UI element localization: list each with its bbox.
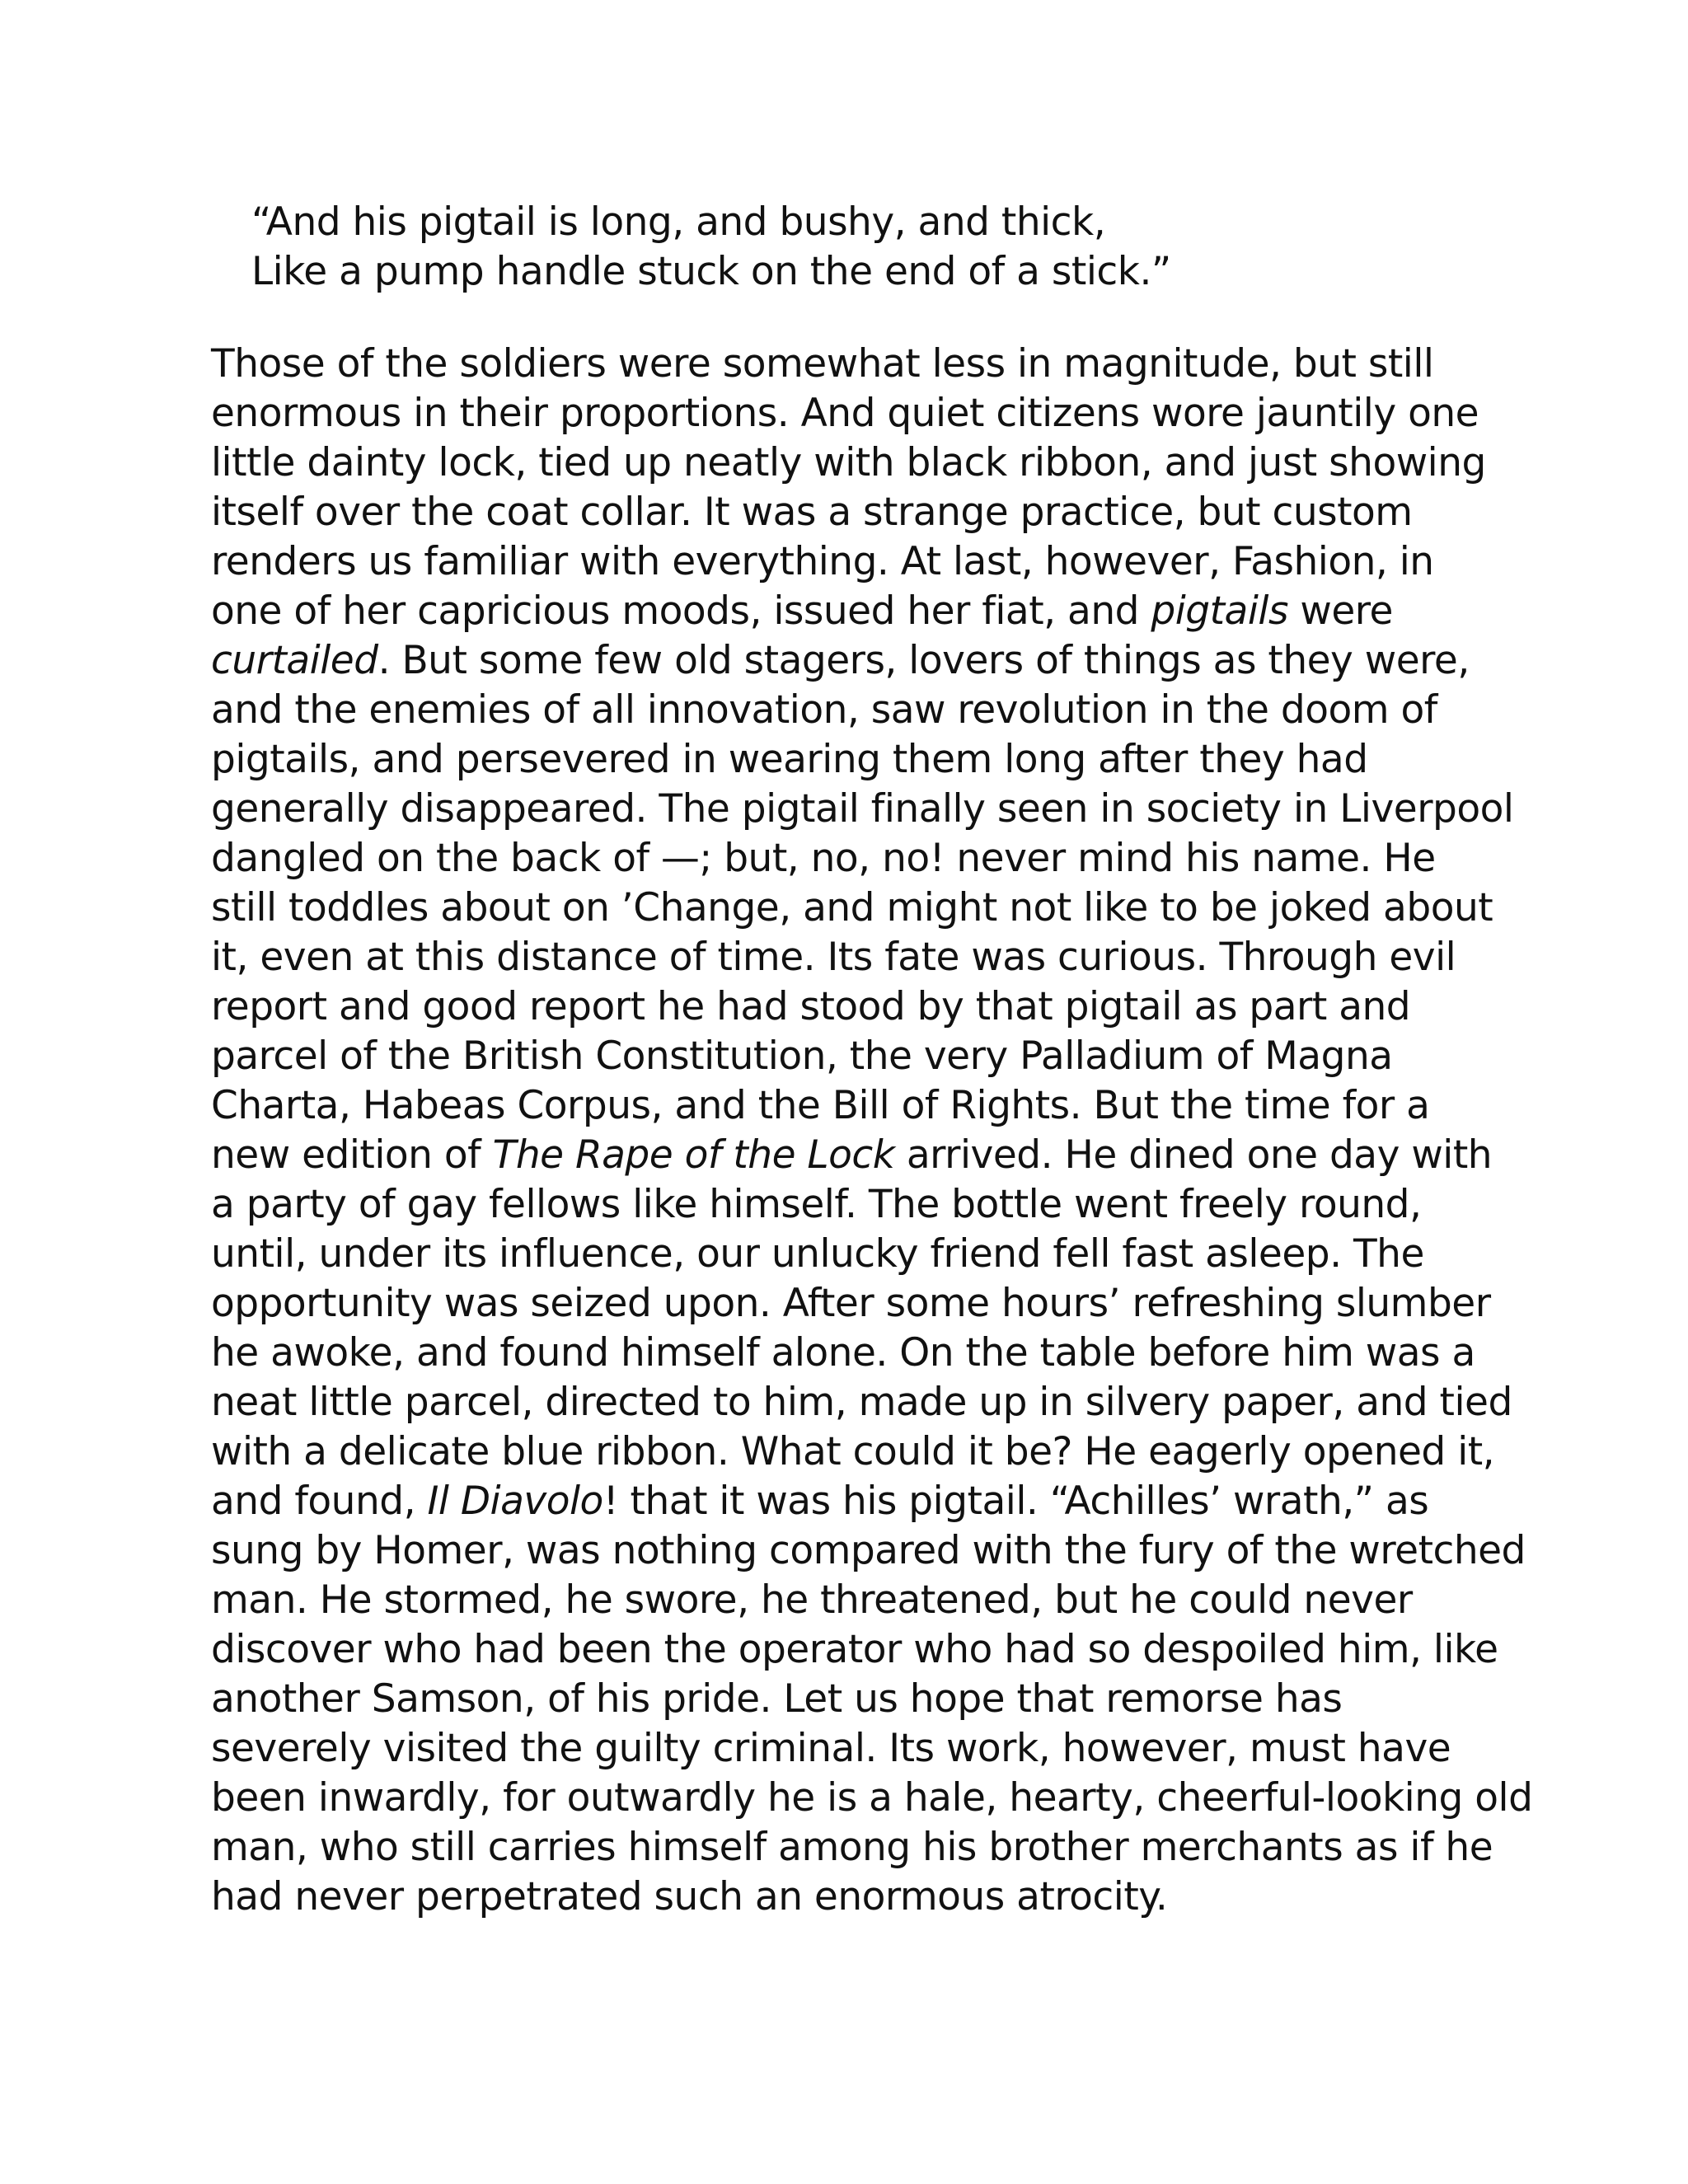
paragraph-line xyxy=(211,1180,1546,1230)
paragraph-line xyxy=(211,488,1546,537)
text-run: one of her capricious moods, issued her fiat, and xyxy=(211,588,1151,634)
text-run: generally disappeared. The pigtail finally seen in society in Liverpool xyxy=(211,786,1514,832)
paragraph-line xyxy=(211,1329,1546,1378)
paragraph-line xyxy=(211,883,1546,933)
paragraph-line xyxy=(211,438,1546,488)
paragraph-line xyxy=(211,389,1546,438)
paragraph-line xyxy=(211,1576,1546,1625)
paragraph-line xyxy=(211,587,1546,636)
paragraph-line xyxy=(211,537,1546,587)
text-run: had never perpetrated such an enormous atrocity. xyxy=(211,1874,1168,1919)
text-run: and the enemies of all innovation, saw revolution in the doom of xyxy=(211,687,1437,733)
text-run: until, under its influence, our unlucky friend fell fast asleep. The xyxy=(211,1231,1424,1277)
text-run: new edition of xyxy=(211,1132,493,1178)
paragraph-line xyxy=(211,1427,1546,1477)
paragraph-line xyxy=(211,1526,1546,1576)
text-run: . But some few old stagers, lovers of things as they were, xyxy=(377,638,1470,683)
text-run: severely visited the guilty criminal. Its work, however, must have xyxy=(211,1726,1451,1771)
text-run: been inwardly, for outwardly he is a hale, hearty, cheerful-looking old xyxy=(211,1775,1533,1821)
text-run: he awoke, and found himself alone. On the table before him was a xyxy=(211,1330,1475,1376)
text-run: parcel of the British Constitution, the very Palladium of Magna xyxy=(211,1033,1393,1079)
body-paragraph xyxy=(211,340,1546,1922)
verse-quote xyxy=(251,198,1570,297)
italic-run: The Rape of the Lock xyxy=(492,1132,895,1178)
paragraph-line xyxy=(211,1625,1546,1675)
text-run: little dainty lock, tied up neatly with black ribbon, and just showing xyxy=(211,440,1486,485)
italic-run: curtailed xyxy=(211,638,378,683)
paragraph-line xyxy=(211,1230,1546,1279)
paragraph-line xyxy=(211,636,1546,686)
text-run: discover who had been the operator who had so despoiled him, like xyxy=(211,1627,1498,1672)
text-run: man, who still carries himself among his brother merchants as if he xyxy=(211,1825,1493,1870)
text-run: with a delicate blue ribbon. What could it be? He eagerly opened it, xyxy=(211,1429,1495,1474)
text-run: were xyxy=(1287,588,1393,634)
text-run: itself over the coat collar. It was a strange practice, but custom xyxy=(211,490,1413,535)
text-run: arrived. He dined one day with xyxy=(894,1132,1493,1178)
text-run: Charta, Habeas Corpus, and the Bill of Rights. But the time for a xyxy=(211,1083,1430,1128)
text-run: still toddles about on ’Change, and might not like to be joked about xyxy=(211,885,1493,930)
text-run: Those of the soldiers were somewhat less in magnitude, but still xyxy=(211,341,1434,387)
paragraph-line xyxy=(211,1477,1546,1526)
italic-run: Il Diavolo xyxy=(427,1479,603,1524)
paragraph-line xyxy=(211,1872,1546,1922)
text-run: renders us familiar with everything. At last, however, Fashion, in xyxy=(211,539,1434,584)
text-run: neat little parcel, directed to him, made up in silvery paper, and tied xyxy=(211,1380,1512,1425)
text-run: sung by Homer, was nothing compared with the fury of the wretched xyxy=(211,1528,1526,1573)
paragraph-line xyxy=(211,340,1546,389)
text-run: enormous in their proportions. And quiet citizens wore jauntily one xyxy=(211,391,1479,436)
text-run: opportunity was seized upon. After some hours’ refreshing slumber xyxy=(211,1281,1491,1326)
paragraph-line xyxy=(211,933,1546,982)
paragraph-line xyxy=(211,982,1546,1032)
paragraph-line xyxy=(211,1378,1546,1427)
text-run: it, even at this distance of time. Its fate was curious. Through evil xyxy=(211,935,1456,980)
text-run: dangled on the back of —; but, no, no! never mind his name. He xyxy=(211,836,1436,881)
paragraph-line xyxy=(211,1675,1546,1724)
text-run: a party of gay fellows like himself. The bottle went freely round, xyxy=(211,1182,1422,1227)
text-run: report and good report he had stood by that pigtail as part and xyxy=(211,984,1411,1029)
paragraph-line xyxy=(211,1131,1546,1180)
text-run: and found, xyxy=(211,1479,428,1524)
paragraph-line xyxy=(211,1724,1546,1774)
paragraph-line xyxy=(211,1081,1546,1131)
paragraph-line xyxy=(211,1032,1546,1081)
text-run: ! that it was his pigtail. “Achilles’ wrath,” as xyxy=(603,1479,1429,1524)
text-run: man. He stormed, he swore, he threatened, but he could never xyxy=(211,1577,1413,1623)
paragraph-line xyxy=(211,834,1546,883)
paragraph-line xyxy=(211,785,1546,834)
verse-line: “And his pigtail is long, and bushy, and thick, xyxy=(251,199,1106,245)
text-run: pigtails, and persevered in wearing them long after they had xyxy=(211,737,1368,782)
text-run: another Samson, of his pride. Let us hope that remorse has xyxy=(211,1676,1343,1722)
italic-run: pigtails xyxy=(1151,588,1288,634)
paragraph-line xyxy=(211,735,1546,785)
paragraph-line xyxy=(211,1279,1546,1329)
verse-line: Like a pump handle stuck on the end of a stick.” xyxy=(251,249,1171,294)
paragraph-line xyxy=(211,1774,1546,1823)
paragraph-line xyxy=(211,686,1546,735)
paragraph-line xyxy=(211,1823,1546,1872)
